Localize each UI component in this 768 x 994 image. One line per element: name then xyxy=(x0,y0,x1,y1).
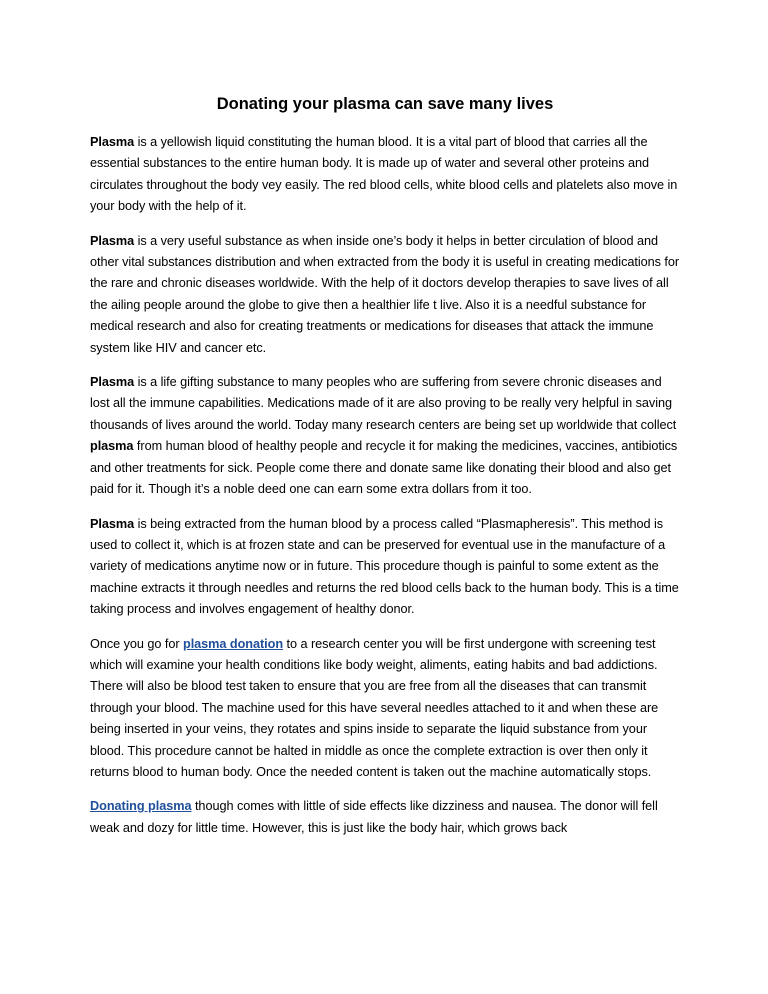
donating-plasma-link[interactable]: Donating plasma xyxy=(90,799,192,814)
bold-term: Plasma xyxy=(90,375,135,390)
paragraph-text: is a yellowish liquid constituting the human blood. It is a vital part of blood that carries all the essential substances to the entire human body. It is made up of water and several other proteins and circulates throughout the body vey easily. The red blood cells, white blood cells and platelets also move in your body with the help of it. xyxy=(90,135,678,214)
bold-term: Plasma xyxy=(90,135,135,149)
paragraph-2 xyxy=(90,231,680,359)
paragraph-text: to a research center you will be first undergone with screening test which will examine your health conditions like body weight, aliments, eating habits and bad addictions. There will also be blood test taken to ensure that you are free from all the diseases that can transmit through your blood. The machine used for this have several needles attached to it and when these are being inserted in your veins, they rotates and spins inside to separate the liquid substance from your blood. This procedure cannot be halted in middle as once the complete extraction is over then only it returns blood to human body. Once the needed content is taken out the machine automatically stops. xyxy=(90,636,659,779)
bold-term: Plasma xyxy=(90,233,135,248)
paragraph-4 xyxy=(90,514,680,621)
paragraph-5 xyxy=(90,634,680,784)
paragraph-text: from human blood of healthy people and recycle it for making the medicines, vaccines, antibiotics and other treatments for sick. People come there and donate same like donating their blood and also get paid for it. Though it’s a noble deed one can earn some extra dollars from it too. xyxy=(90,439,678,497)
bold-term: Plasma xyxy=(90,516,135,531)
document-title: Donating your plasma can save many lives xyxy=(216,95,554,113)
paragraph-3 xyxy=(90,372,680,500)
paragraph-text: Once you go for xyxy=(90,636,183,651)
paragraph-text: is a very useful substance as when inside one’s body it helps in better circulation of blood and other vital substances distribution and when extracted from the body it is useful in creating medications for the rare and chronic diseases worldwide. With the help of it doctors develop therapies to save lives of all the ailing people around the globe to give then a healthier life t live. Also it is a needful substance for medical research and also for creating treatments or medications for diseases that attack the immune system like HIV and cancer etc. xyxy=(90,233,680,355)
paragraph-text: is a life gifting substance to many peoples who are suffering from severe chronic diseases and lost all the immune capabilities. Medications made of it are also proving to be really very helpful in saving thousands of lives around the world. Today many research centers are being set up worldwide that collect xyxy=(90,375,677,432)
paragraph-text: is being extracted from the human blood by a process called “Plasmapheresis”. This method is used to collect it, which is at frozen state and can be preserved for eventual use in the manufacture of a variety of medications anytime now or in future. This procedure though is painful to some extent as the machine extracts it through needles and returns the red blood cells back to the human body. This is a time taking process and involves engagement of healthy donor. xyxy=(90,516,679,617)
plasma-donation-link[interactable]: plasma donation xyxy=(183,636,284,651)
paragraph-text: though comes with little of side effects like dizziness and nausea. The donor will fell weak and dozy for little time. However, this is just like the body hair, which grows back xyxy=(90,799,658,835)
paragraph-1 xyxy=(90,132,680,218)
paragraph-6 xyxy=(90,796,680,839)
document-page xyxy=(90,94,680,852)
bold-term: plasma xyxy=(90,439,134,454)
